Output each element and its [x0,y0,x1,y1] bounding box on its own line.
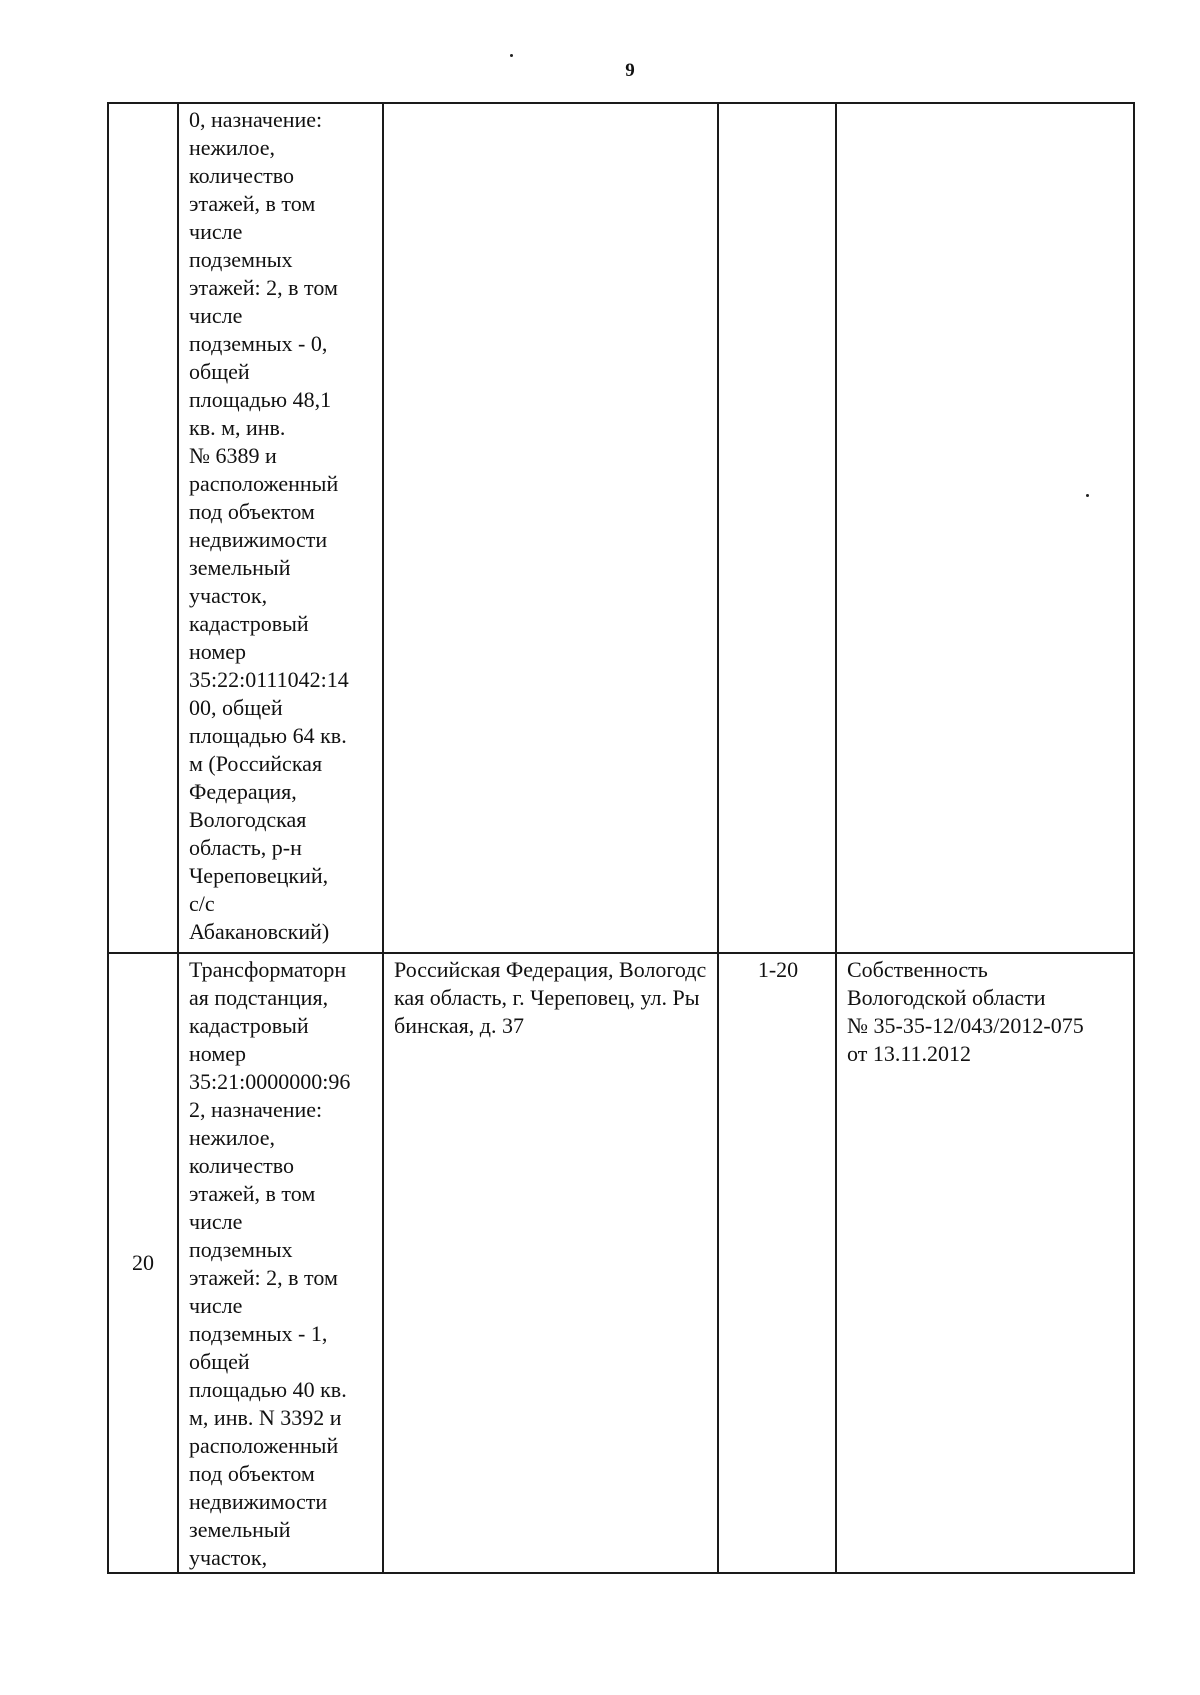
description-line: числе [189,219,243,244]
description-line: нежилое, [189,135,276,160]
description-line: подземных - 0, [189,331,328,356]
description-line: 35:21:0000000:96 [189,1069,351,1094]
page-number: 9 [625,60,635,81]
description-line: кадастровый [189,1013,309,1038]
table-row [108,953,1134,1573]
description-line: подземных [189,1237,293,1262]
description-line: этажей: 2, в том [189,1265,338,1290]
ownership-cell [836,953,1134,1573]
row-number-cell: 20 [108,953,178,1573]
description-line: числе [189,303,243,328]
description-line: площадью 48,1 [189,387,332,412]
description-line: этажей, в том [189,191,316,216]
description-line: под объектом [189,1461,315,1486]
property-registry-table [107,102,1135,1574]
description-line: с/с [189,891,215,916]
description-line: подземных [189,247,293,272]
address-cell: Российская Федерация, Вологодская область, г. Череповец, ул. Рыбинская, д. 37 [383,953,718,1573]
description-line: площадью 64 кв. [189,723,347,748]
description-line: общей [189,359,250,384]
object-description-cell [178,103,383,953]
description-line: 2, назначение: [189,1097,323,1122]
registry-body [108,103,1134,1573]
description-line: область, р-н [189,835,302,860]
description-line: общей [189,1349,250,1374]
description-line: м (Российская [189,751,323,776]
ownership-line: Вологодской области [847,985,1046,1010]
description-line: участок, [189,1545,268,1570]
description-line: этажей: 2, в том [189,275,338,300]
description-line: участок, [189,583,268,608]
description-line: площадью 40 кв. [189,1377,347,1402]
description-line: подземных - 1, [189,1321,328,1346]
description-line: 00, общей [189,695,283,720]
description-line: под объектом [189,499,315,524]
description-line: этажей, в том [189,1181,316,1206]
description-line: расположенный [189,1433,339,1458]
description-line: земельный [189,555,291,580]
address-cell [383,103,718,953]
row-number-cell [108,103,178,953]
description-line: ая подстанция, [189,985,329,1010]
description-line: номер [189,1041,247,1066]
ownership-line: от 13.11.2012 [847,1041,972,1066]
description-line: недвижимости [189,1489,328,1514]
description-line: 0, назначение: [189,107,323,132]
description-line: Абакановский) [189,919,330,944]
object-description-cell [178,953,383,1573]
ownership-line: № 35-35-12/043/2012-075 [847,1013,1084,1038]
ownership-cell [836,103,1134,953]
range-cell [718,103,836,953]
range-cell: 1-20 [718,953,836,1573]
description-line: расположенный [189,471,339,496]
description-line: числе [189,1293,243,1318]
description-line: числе [189,1209,243,1234]
description-line: количество [189,1153,295,1178]
description-line: кадастровый [189,611,309,636]
description-line: недвижимости [189,527,328,552]
description-line: Трансформаторн [189,957,347,982]
description-line: земельный [189,1517,291,1542]
description-line: нежилое, [189,1125,276,1150]
description-line: Вологодская [189,807,307,832]
description-line: м, инв. N 3392 и [189,1405,342,1430]
description-line: № 6389 и [189,443,277,468]
scan-speck [510,54,513,57]
description-line: Череповецкий, [189,863,329,888]
description-line: Федерация, [189,779,297,804]
table-row [108,103,1134,953]
description-line: кв. м, инв. [189,415,286,440]
description-line: 35:22:0111042:14 [189,667,349,692]
ownership-line: Собственность [847,957,988,982]
description-line: количество [189,163,295,188]
description-line: номер [189,639,247,664]
